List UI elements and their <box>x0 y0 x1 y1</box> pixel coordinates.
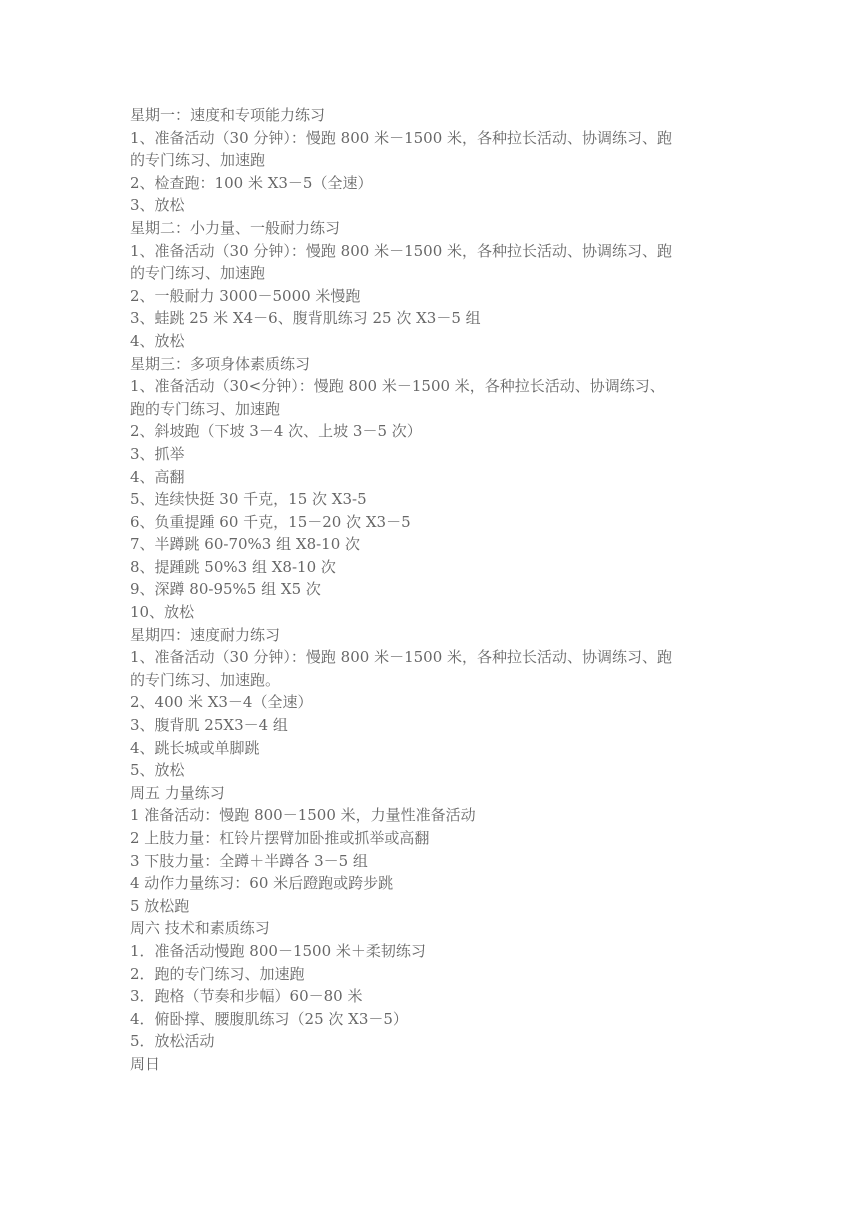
day-heading-friday: 周五 力量练习 <box>130 783 225 802</box>
text-line: 的专门练习、加速跑。 <box>130 670 281 689</box>
text-line: 10、放松 <box>130 603 195 622</box>
text-line: 3、抓举 <box>130 444 185 463</box>
day-heading-saturday: 周六 技术和素质练习 <box>130 919 270 938</box>
text-line: 1．准备活动慢跑 800－1500 米＋柔韧练习 <box>130 941 426 960</box>
training-plan-document <box>130 104 740 1076</box>
text-line: 8、提踵跳 50%3 组 X8-10 次 <box>130 557 336 576</box>
day-heading-wednesday: 星期三：多项身体素质练习 <box>130 354 311 373</box>
text-line: 5．放松活动 <box>130 1032 215 1051</box>
text-line: 跑的专门练习、加速跑 <box>130 399 281 418</box>
text-line: 的专门练习、加速跑 <box>130 264 266 283</box>
text-line: 1 准备活动：慢跑 800－1500 米，力量性准备活动 <box>130 806 476 825</box>
text-line: 7、半蹲跳 60-70%3 组 X8-10 次 <box>130 535 361 554</box>
text-line: 9、深蹲 80-95%5 组 X5 次 <box>130 580 321 599</box>
text-line: 的专门练习、加速跑 <box>130 151 266 170</box>
day-heading-thursday: 星期四：速度耐力练习 <box>130 625 281 644</box>
text-line: 1、准备活动（30 分钟）：慢跑 800 米－1500 米，各种拉长活动、协调练习、跑 <box>130 648 673 667</box>
text-line: 5 放松跑 <box>130 896 190 915</box>
text-line: 3、蛙跳 25 米 X4－6、腹背肌练习 25 次 X3－5 组 <box>130 309 481 328</box>
day-heading-sunday: 周日 <box>130 1054 161 1073</box>
text-line: 4 动作力量练习：60 米后蹬跑或跨步跳 <box>130 874 394 893</box>
text-line: 2、检查跑：100 米 X3－5（全速） <box>130 173 373 192</box>
text-line: 3 下肢力量：全蹲＋半蹲各 3－5 组 <box>130 851 368 870</box>
text-line: 1、准备活动（30 分钟）：慢跑 800 米－1500 米，各种拉长活动、协调练习、跑 <box>130 128 673 147</box>
text-line: 4、跳长城或单脚跳 <box>130 738 260 757</box>
text-line: 2 上肢力量：杠铃片摆臂加卧推或抓举或高翻 <box>130 829 430 847</box>
day-heading-tuesday: 星期二：小力量、一般耐力练习 <box>130 218 341 237</box>
text-line: 5、连续快挺 30 千克，15 次 X3-5 <box>130 490 367 509</box>
text-line: 2、一般耐力 3000－5000 米慢跑 <box>130 286 361 305</box>
text-line: 3．跑格（节奏和步幅）60－80 米 <box>130 987 363 1006</box>
text-line: 3、腹背肌 25X3－4 组 <box>130 716 288 735</box>
text-line: 2、斜坡跑（下坡 3－4 次、上坡 3－5 次） <box>130 422 422 441</box>
text-line: 4．俯卧撑、腰腹肌练习（25 次 X3－5） <box>130 1009 408 1028</box>
text-line: 1、准备活动（30 分钟）：慢跑 800 米－1500 米，各种拉长活动、协调练习、跑 <box>130 241 673 260</box>
text-line: 3、放松 <box>130 196 185 215</box>
text-line: 6、负重提踵 60 千克，15－20 次 X3－5 <box>130 512 411 531</box>
text-line: 2．跑的专门练习、加速跑 <box>130 964 305 983</box>
text-line: 2、400 米 X3－4（全速） <box>130 693 313 712</box>
text-line: 5、放松 <box>130 761 185 780</box>
text-line: 4、放松 <box>130 331 185 350</box>
text-line: 1、准备活动（30<分钟）：慢跑 800 米－1500 米，各种拉长活动、协调练习、 <box>130 377 665 396</box>
text-line: 4、高翻 <box>130 467 185 486</box>
day-heading-monday: 星期一：速度和专项能力练习 <box>130 106 326 124</box>
